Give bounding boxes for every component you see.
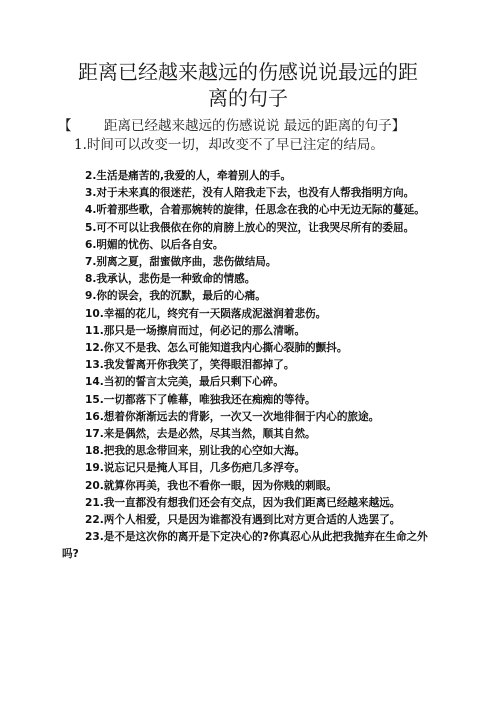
list-item: 21.我一直都没有想我们还会有交点，因为我们距离已经越来越远。 bbox=[85, 496, 401, 509]
list-item: 9.你的误会，我的沉默，最后的心痛。 bbox=[85, 290, 266, 303]
title-line-2: 离的句子 bbox=[208, 86, 288, 110]
list-item: 6.明媚的忧伤、以后各自安。 bbox=[85, 238, 224, 251]
list-item: 2.生活是痛苦的,我爱的人，牵着别人的手。 bbox=[85, 170, 292, 182]
list-item: 14.当初的誓言太完美，最后只剩下心碎。 bbox=[85, 376, 284, 389]
list-item: 12.你又不是我、怎么可能知道我内心撕心裂肺的颤抖。 bbox=[85, 342, 348, 355]
sentence-list bbox=[62, 168, 440, 564]
list-item: 16.想着你渐渐远去的背影，一次又一次地徘徊于内心的旅途。 bbox=[85, 410, 380, 423]
list-item: 3.对于未来真的很迷茫，没有人陪我走下去，也没有人帮我指明方向。 bbox=[85, 187, 415, 200]
list-item: 17.来是偶然，去是必然，尽其当然，顺其自然。 bbox=[85, 428, 316, 441]
list-item: 20.就算你再美，我也不看你一眼，因为你贱的刺眼。 bbox=[85, 479, 337, 492]
list-item: 23.是不是这次你的离开是下定决心的?你真忍心从此把我抛弃在生命之外吗? bbox=[62, 531, 428, 561]
subtitle-open-bracket: 【 bbox=[58, 118, 72, 134]
list-item: 7.别离之夏，甜蜜做序曲，悲伤做结局。 bbox=[85, 256, 277, 269]
list-item: 8.我承认，悲伤是一种致命的情感。 bbox=[85, 273, 256, 286]
list-item: 18.把我的思念带回来，别让我的心空如大海。 bbox=[85, 445, 306, 458]
subtitle-close-bracket: 】 bbox=[391, 118, 406, 134]
list-item: 22.两个人相爱，只是因为谁都没有遇到比对方更合适的人选罢了。 bbox=[85, 514, 401, 527]
list-item: 19.说忘记只是掩人耳目，几多伤疤几多浮夸。 bbox=[85, 462, 306, 475]
list-item: 10.幸福的花儿，终究有一天陨落成泥滋润着悲伤。 bbox=[85, 307, 327, 320]
list-item: 13.我发誓离开你我笑了，笑得眼泪都掉了。 bbox=[85, 359, 295, 372]
list-item: 4.听着那些歌，合着那婉转的旋律，任思念在我的心中无边无际的蔓延。 bbox=[85, 204, 425, 217]
document-title bbox=[40, 59, 456, 111]
list-item: 11.那只是一场擦肩而过，何必记的那么清晰。 bbox=[85, 324, 306, 337]
intro-sentence: 1.时间可以改变一切，却改变不了早已注定的结局。 bbox=[74, 137, 384, 153]
subtitle-text: 距离已经越来越远的伤感说说 最远的距离的句子 bbox=[104, 118, 392, 134]
list-item: 15.一切都落下了帷幕，唯独我还在痴痴的等待。 bbox=[85, 393, 316, 406]
document-subtitle bbox=[58, 117, 458, 135]
list-item: 5.可不可以让我偎依在你的肩膀上放心的哭泣，让我哭尽所有的委屈。 bbox=[85, 221, 415, 234]
title-line-1: 距离已经越来越远的伤感说说最远的距 bbox=[78, 60, 418, 84]
